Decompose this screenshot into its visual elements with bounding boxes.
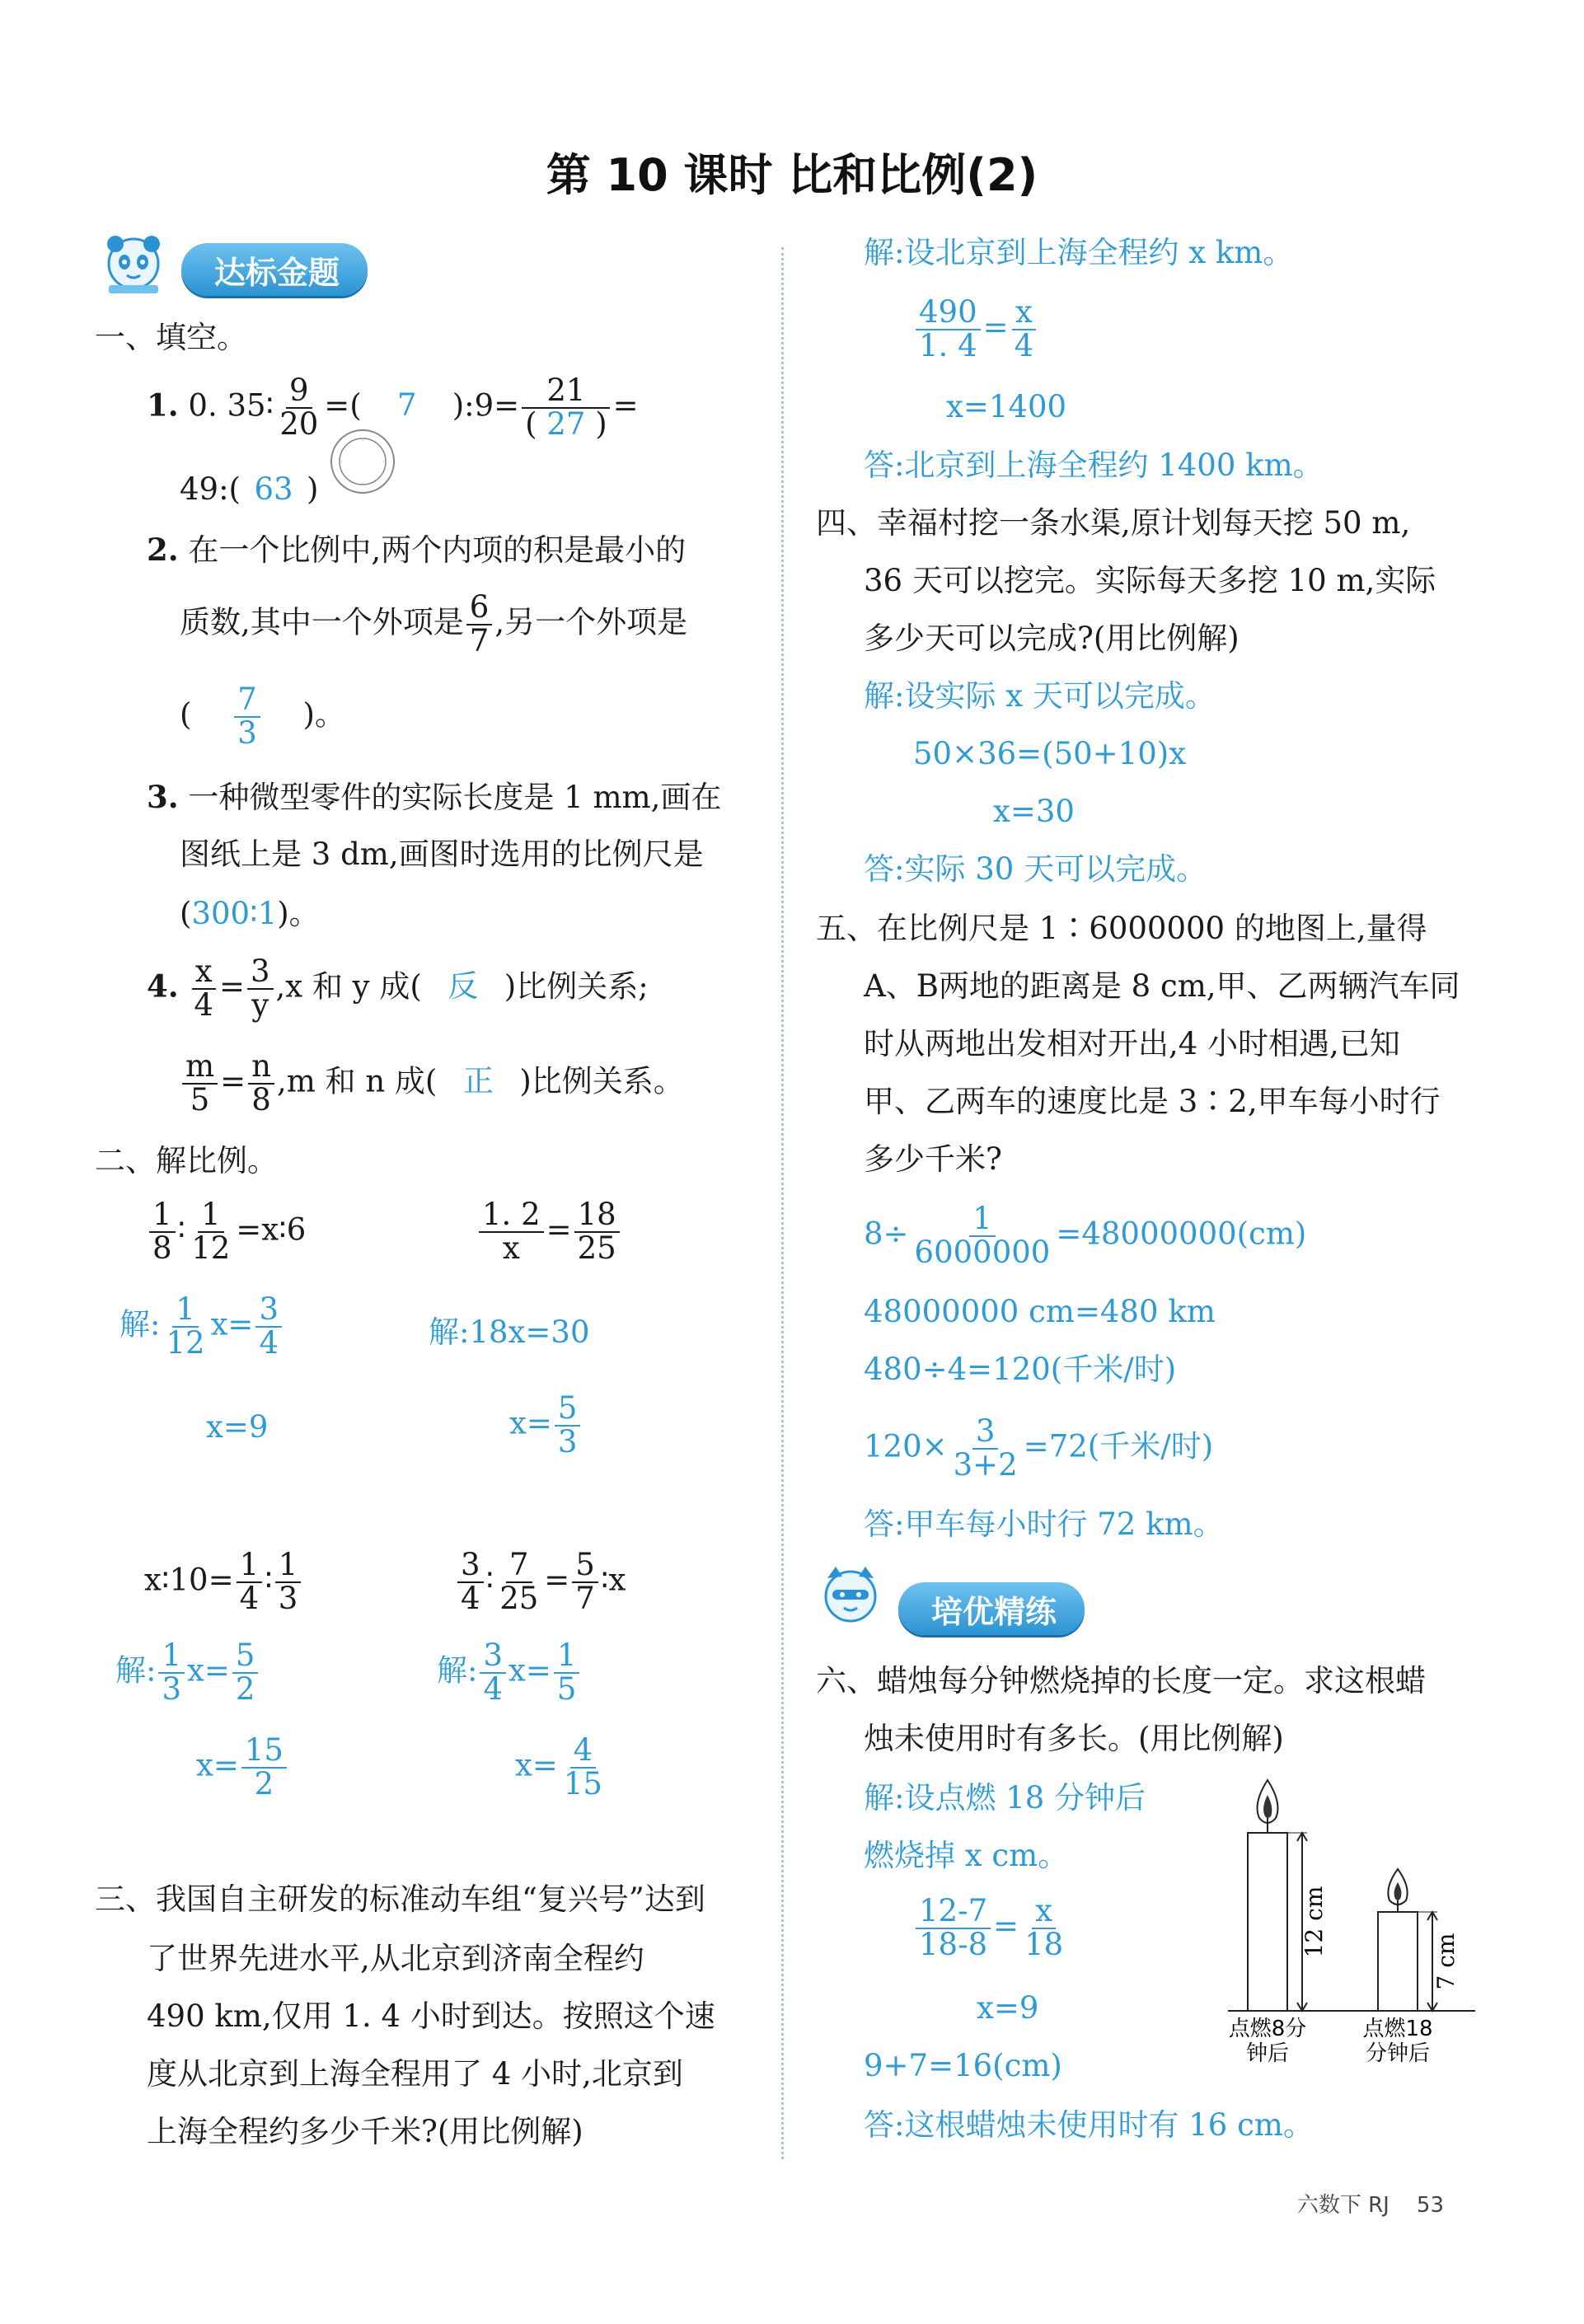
proportion-2-answer-1: 解:18x=30 bbox=[429, 1314, 590, 1350]
frac-num: 1 bbox=[237, 1549, 263, 1583]
question-4-line1 bbox=[147, 953, 649, 1023]
question-4-line2 bbox=[180, 1048, 684, 1117]
frac-den: 8 bbox=[251, 1081, 271, 1117]
p4-answer: 解: bbox=[437, 1652, 478, 1689]
caption-2b: 分钟后 bbox=[1365, 2041, 1431, 2066]
frac-num: 1 bbox=[969, 1203, 996, 1237]
s3-text: = bbox=[982, 309, 1009, 345]
question-3-line1 bbox=[147, 779, 721, 816]
p3-answer: x= bbox=[196, 1747, 239, 1783]
q1-text: ) bbox=[306, 471, 319, 507]
frac-den: 2 bbox=[235, 1670, 255, 1707]
q4-text: = bbox=[220, 1063, 246, 1099]
section-heading-fill: 一、填空。 bbox=[95, 320, 247, 355]
s3-line-5: 上海全程约多少千米?(用比例解) bbox=[147, 2114, 583, 2149]
frac-den: 12 bbox=[191, 1230, 231, 1266]
p1-frac bbox=[188, 1199, 233, 1265]
q2-answer bbox=[234, 684, 260, 750]
p1-answer: 解: bbox=[120, 1306, 161, 1342]
column-divider bbox=[781, 247, 784, 2159]
caption-1b: 钟后 bbox=[1245, 2041, 1290, 2066]
p4-text: ∶x bbox=[600, 1562, 626, 1598]
s5-answer-5: 答:甲车每小时行 72 km。 bbox=[864, 1506, 1224, 1542]
p4-answer-frac bbox=[554, 1640, 580, 1706]
q4-text: )比例关系。 bbox=[519, 1063, 684, 1099]
proportion-2 bbox=[476, 1199, 622, 1265]
p3-answer: 解: bbox=[115, 1652, 157, 1689]
question-1-cont bbox=[180, 471, 318, 508]
q1-text: ):9= bbox=[452, 387, 520, 424]
proportion-4-answer-2 bbox=[515, 1732, 608, 1802]
frac-den: 1. 4 bbox=[919, 327, 977, 363]
frac-den: x bbox=[502, 1230, 520, 1266]
candle-2 bbox=[1378, 1869, 1437, 2011]
frac-num: 3 bbox=[457, 1549, 484, 1583]
frac-den-open: ( bbox=[525, 405, 537, 442]
p3-answer-frac bbox=[241, 1732, 287, 1802]
s5-line-1: 五、在比例尺是 1∶6000000 的地图上,量得 bbox=[816, 911, 1427, 946]
frac-den: 25 bbox=[577, 1230, 616, 1266]
s6-answer-eq bbox=[913, 1895, 1069, 1961]
caption-1a: 点燃8分 bbox=[1228, 2017, 1307, 2041]
proportion-1-answer-2: x=9 bbox=[206, 1409, 269, 1445]
q3-text: 一种微型零件的实际长度是 1 mm,画在 bbox=[188, 780, 722, 815]
s6-text: = bbox=[993, 1908, 1019, 1944]
q4-text: )比例关系; bbox=[504, 968, 649, 1005]
s5-answer-1 bbox=[864, 1203, 1306, 1269]
p4-answer: x= bbox=[508, 1652, 551, 1689]
s5-text: =48000000(cm) bbox=[1056, 1216, 1307, 1252]
page-title: 第 10 课时 比和比例(2) bbox=[546, 149, 1038, 201]
p4-answer-frac bbox=[480, 1640, 506, 1706]
q4-fraction bbox=[190, 953, 217, 1023]
frac-den: 4 bbox=[194, 986, 213, 1023]
p4-answer-frac bbox=[560, 1732, 606, 1802]
section-badge-basic: 达标金题 bbox=[181, 243, 368, 296]
p1-answer: x= bbox=[210, 1306, 254, 1342]
frac-num: 12-7 bbox=[916, 1895, 991, 1929]
q1-text: 0. 35∶ bbox=[188, 387, 274, 424]
q3-answer: 300∶1 bbox=[191, 896, 278, 931]
frac-num: 1 bbox=[172, 1294, 199, 1328]
proportion-1-answer-1 bbox=[120, 1291, 284, 1361]
q4-answer-1: 反 bbox=[448, 968, 479, 1005]
s4-answer-3: x=30 bbox=[993, 794, 1075, 829]
q4-number: 4. bbox=[147, 968, 179, 1005]
s3-frac bbox=[1011, 294, 1038, 363]
q1-number: 1. bbox=[147, 387, 179, 424]
frac-den: 18-8 bbox=[919, 1926, 988, 1962]
question-3-line3 bbox=[180, 896, 320, 932]
frac-num: 21 bbox=[522, 375, 610, 409]
frac-den: y bbox=[251, 986, 269, 1023]
s5-line-3: 时从两地出发相对开出,4 小时相遇,已知 bbox=[864, 1026, 1400, 1061]
p3-frac bbox=[275, 1549, 302, 1615]
frac-den: 7 bbox=[575, 1580, 595, 1616]
frac-num: 1 bbox=[149, 1199, 176, 1233]
frac-num: 1 bbox=[158, 1640, 185, 1674]
q4-text: = bbox=[218, 968, 245, 1005]
s6-line-2: 烛未使用时有多长。(用比例解) bbox=[864, 1721, 1284, 1756]
frac-den: 8 bbox=[152, 1230, 172, 1266]
frac-num: 3 bbox=[972, 1416, 999, 1450]
q3-number: 3. bbox=[147, 779, 179, 815]
q2-text: ,另一个外项是 bbox=[494, 604, 688, 640]
frac-den: 4 bbox=[1014, 327, 1034, 363]
frac-num: 5 bbox=[232, 1640, 259, 1674]
panda-mascot-icon bbox=[99, 231, 168, 300]
section-badge-advanced: 培优精练 bbox=[898, 1582, 1085, 1635]
s6-frac bbox=[1021, 1895, 1066, 1961]
frac-num: 7 bbox=[506, 1549, 532, 1583]
s3-line-4: 度从北京到上海全程用了 4 小时,北京到 bbox=[147, 2056, 683, 2092]
frac-num: m bbox=[182, 1051, 218, 1085]
s5-frac bbox=[950, 1413, 1021, 1483]
frac-den: 4 bbox=[259, 1324, 279, 1361]
s5-line-5: 多少千米? bbox=[864, 1141, 1002, 1177]
q2-fraction bbox=[466, 589, 493, 658]
q4-fraction bbox=[182, 1048, 218, 1117]
question-2-line1 bbox=[147, 532, 686, 569]
q4-fraction bbox=[247, 953, 274, 1023]
frac-den: 5 bbox=[556, 1670, 577, 1707]
frac-num: 18 bbox=[574, 1199, 620, 1233]
p2-answer-frac bbox=[555, 1390, 581, 1460]
p1-answer-frac bbox=[255, 1291, 282, 1361]
p1-text: ∶ bbox=[177, 1211, 186, 1248]
proportion-3-answer-1 bbox=[115, 1640, 260, 1706]
proportion-3 bbox=[144, 1549, 303, 1615]
question-2-line2 bbox=[180, 589, 688, 658]
s4-answer-4: 答:实际 30 天可以完成。 bbox=[864, 851, 1207, 887]
q4-text: ,x 和 y 成( bbox=[275, 968, 422, 1005]
frac-den: 5 bbox=[190, 1081, 210, 1117]
q2-text: 质数,其中一个外项是 bbox=[180, 604, 464, 640]
frac-num: 1 bbox=[554, 1640, 580, 1674]
section-heading-proportion: 二、解比例。 bbox=[95, 1143, 278, 1178]
q1-text: = bbox=[612, 387, 639, 424]
s5-text: 8÷ bbox=[864, 1216, 909, 1252]
s6-answer-3: x=9 bbox=[977, 1990, 1039, 2026]
s6-answer-5: 答:这根蜡烛未使用时有 16 cm。 bbox=[864, 2107, 1314, 2143]
s5-text: 120× bbox=[864, 1428, 948, 1464]
proportion-4 bbox=[455, 1549, 626, 1615]
frac-den: 4 bbox=[461, 1580, 480, 1616]
frac-num: 1 bbox=[275, 1549, 302, 1583]
frac-num: 15 bbox=[241, 1735, 287, 1769]
caption-2a: 点燃18 bbox=[1362, 2017, 1433, 2041]
q2-number: 2. bbox=[147, 532, 179, 568]
frac-den: 15 bbox=[563, 1765, 602, 1802]
s5-answer-4 bbox=[864, 1413, 1214, 1483]
s6-answer-4: 9+7=16(cm) bbox=[864, 2048, 1062, 2083]
length-label-7cm: 7 cm bbox=[1432, 1933, 1460, 1990]
p4-frac bbox=[572, 1549, 598, 1615]
p3-text: ∶ bbox=[265, 1562, 273, 1598]
s3-answer-1: 解:设北京到上海全程约 x km。 bbox=[864, 235, 1294, 270]
frac-num: n bbox=[248, 1051, 274, 1085]
frac-num: 6 bbox=[466, 592, 493, 626]
frac-den: 3 bbox=[557, 1423, 578, 1460]
q1-answer-2: 27 bbox=[546, 405, 586, 442]
q1-text: 49:( bbox=[180, 471, 241, 507]
p1-frac bbox=[149, 1199, 176, 1265]
frac-den: 3+2 bbox=[953, 1446, 1018, 1483]
proportion-2-answer-2 bbox=[509, 1390, 583, 1460]
frac-den: 4 bbox=[239, 1580, 260, 1616]
p4-frac bbox=[496, 1549, 541, 1615]
frac-den: 18 bbox=[1024, 1926, 1064, 1962]
proportion-1 bbox=[147, 1199, 306, 1265]
p4-text: ∶ bbox=[485, 1562, 494, 1598]
raccoon-mascot-icon bbox=[816, 1562, 885, 1631]
frac-num: x bbox=[1032, 1895, 1056, 1929]
p3-frac bbox=[237, 1549, 263, 1615]
frac-num: x bbox=[192, 956, 216, 990]
q1-fraction bbox=[276, 372, 321, 442]
frac-den: 3 bbox=[237, 715, 257, 751]
p4-frac bbox=[457, 1549, 484, 1615]
frac-num: 1 bbox=[198, 1199, 224, 1233]
s6-line-1: 六、蜡烛每分钟燃烧掉的长度一定。求这根蜡 bbox=[816, 1663, 1426, 1698]
homework-stamp-icon bbox=[326, 424, 400, 499]
p3-text: x∶10= bbox=[144, 1562, 234, 1598]
s4-line-1: 四、幸福村挖一条水渠,原计划每天挖 50 m, bbox=[816, 505, 1411, 541]
q4-fraction bbox=[248, 1048, 274, 1117]
candle-1 bbox=[1248, 1780, 1307, 2011]
p3-answer-frac bbox=[232, 1640, 259, 1706]
p2-answer: x= bbox=[509, 1405, 552, 1441]
frac-num: 9 bbox=[286, 375, 312, 409]
frac-num: x bbox=[1012, 297, 1036, 330]
q3-text: ( bbox=[180, 896, 192, 931]
s5-line-4: 甲、乙两车的速度比是 3∶2,甲车每小时行 bbox=[864, 1084, 1441, 1119]
frac-den: 20 bbox=[279, 405, 319, 442]
p4-text: = bbox=[544, 1562, 570, 1598]
frac-num: 4 bbox=[570, 1735, 597, 1769]
frac-den: 2 bbox=[254, 1765, 274, 1802]
frac-num: 3 bbox=[255, 1294, 282, 1328]
s3-frac bbox=[916, 294, 981, 363]
s4-line-3: 多少天可以完成?(用比例解) bbox=[864, 621, 1240, 656]
frac-num: 3 bbox=[480, 1640, 506, 1674]
s3-answer-eq bbox=[913, 294, 1039, 363]
frac-num: 490 bbox=[916, 297, 981, 330]
s5-text: =72(千米/时) bbox=[1023, 1428, 1214, 1464]
s3-answer-2: x=1400 bbox=[946, 389, 1067, 424]
s3-line-3: 490 km,仅用 1. 4 小时到达。按照这个速 bbox=[147, 1998, 715, 2034]
length-label-12cm: 12 cm bbox=[1300, 1886, 1328, 1958]
q1-fraction-2 bbox=[522, 372, 611, 442]
page-footer bbox=[1297, 2188, 1444, 2219]
frac-den: 3 bbox=[162, 1670, 182, 1707]
s4-answer-2: 50×36=(50+10)x bbox=[913, 736, 1187, 771]
p3-answer: x= bbox=[187, 1652, 230, 1689]
s5-line-2: A、B两地的距离是 8 cm,甲、乙两辆汽车同 bbox=[864, 968, 1460, 1004]
q2-text: 在一个比例中,两个内项的积是最小的 bbox=[188, 532, 687, 568]
frac-den: 25 bbox=[499, 1580, 539, 1616]
q2-text: ( bbox=[180, 696, 192, 733]
frac-den-close: ) bbox=[595, 405, 607, 442]
p4-answer: x= bbox=[515, 1747, 558, 1783]
s6-answer-1: 解:设点燃 18 分钟后 bbox=[864, 1780, 1146, 1816]
s3-answer-3: 答:北京到上海全程约 1400 km。 bbox=[864, 447, 1324, 483]
frac-num: 5 bbox=[555, 1393, 581, 1427]
s3-line-1: 三、我国自主研发的标准动车组“复兴号”达到 bbox=[95, 1881, 705, 1917]
p2-frac bbox=[479, 1199, 544, 1265]
q2-text: )。 bbox=[302, 696, 345, 733]
s5-answer-2: 48000000 cm=480 km bbox=[864, 1294, 1216, 1329]
s5-answer-3: 480÷4=120(千米/时) bbox=[864, 1352, 1177, 1387]
s6-answer-2: 燃烧掉 x cm。 bbox=[864, 1838, 1069, 1873]
p2-frac bbox=[574, 1199, 620, 1265]
q1-text: =( bbox=[324, 387, 362, 424]
candle-body-long bbox=[1248, 1833, 1287, 2011]
q1-answer-1: 7 bbox=[396, 387, 417, 424]
frac-den: 7 bbox=[469, 622, 490, 658]
proportion-4-answer-1 bbox=[437, 1640, 582, 1706]
candle-body-short bbox=[1378, 1912, 1418, 2011]
frac-num: 3 bbox=[247, 956, 274, 990]
frac-den: 6000000 bbox=[914, 1234, 1051, 1270]
q3-text: )。 bbox=[277, 896, 320, 931]
candle-diagram bbox=[1220, 1772, 1483, 2066]
p2-text: = bbox=[546, 1211, 572, 1248]
p3-answer-frac bbox=[158, 1640, 185, 1706]
s4-line-2: 36 天可以挖完。实际每天多挖 10 m,实际 bbox=[864, 563, 1436, 598]
s3-line-2: 了世界先进水平,从北京到济南全程约 bbox=[147, 1941, 644, 1976]
frac-num: 7 bbox=[234, 684, 260, 718]
q1-answer-3: 63 bbox=[254, 471, 293, 507]
page-number: 53 bbox=[1416, 2193, 1444, 2218]
frac-num: 5 bbox=[572, 1549, 598, 1583]
p1-answer-frac bbox=[162, 1291, 208, 1361]
s4-answer-1: 解:设实际 x 天可以完成。 bbox=[864, 678, 1216, 714]
p1-text: =x∶6 bbox=[236, 1211, 307, 1248]
frac-den: 4 bbox=[483, 1670, 504, 1707]
frac-den: 12 bbox=[166, 1324, 205, 1361]
q4-answer-2: 正 bbox=[462, 1063, 494, 1099]
s5-frac bbox=[912, 1203, 1054, 1269]
frac-num: 1. 2 bbox=[479, 1199, 544, 1233]
proportion-3-answer-2 bbox=[196, 1732, 289, 1802]
book-label: 六数下 RJ bbox=[1296, 2193, 1390, 2218]
q4-text: ,m 和 n 成( bbox=[276, 1063, 438, 1099]
question-2-line3 bbox=[180, 684, 345, 750]
question-3-line2: 图纸上是 3 dm,画图时选用的比例尺是 bbox=[180, 836, 704, 872]
frac-den: 3 bbox=[278, 1580, 298, 1616]
s6-frac bbox=[916, 1895, 991, 1961]
